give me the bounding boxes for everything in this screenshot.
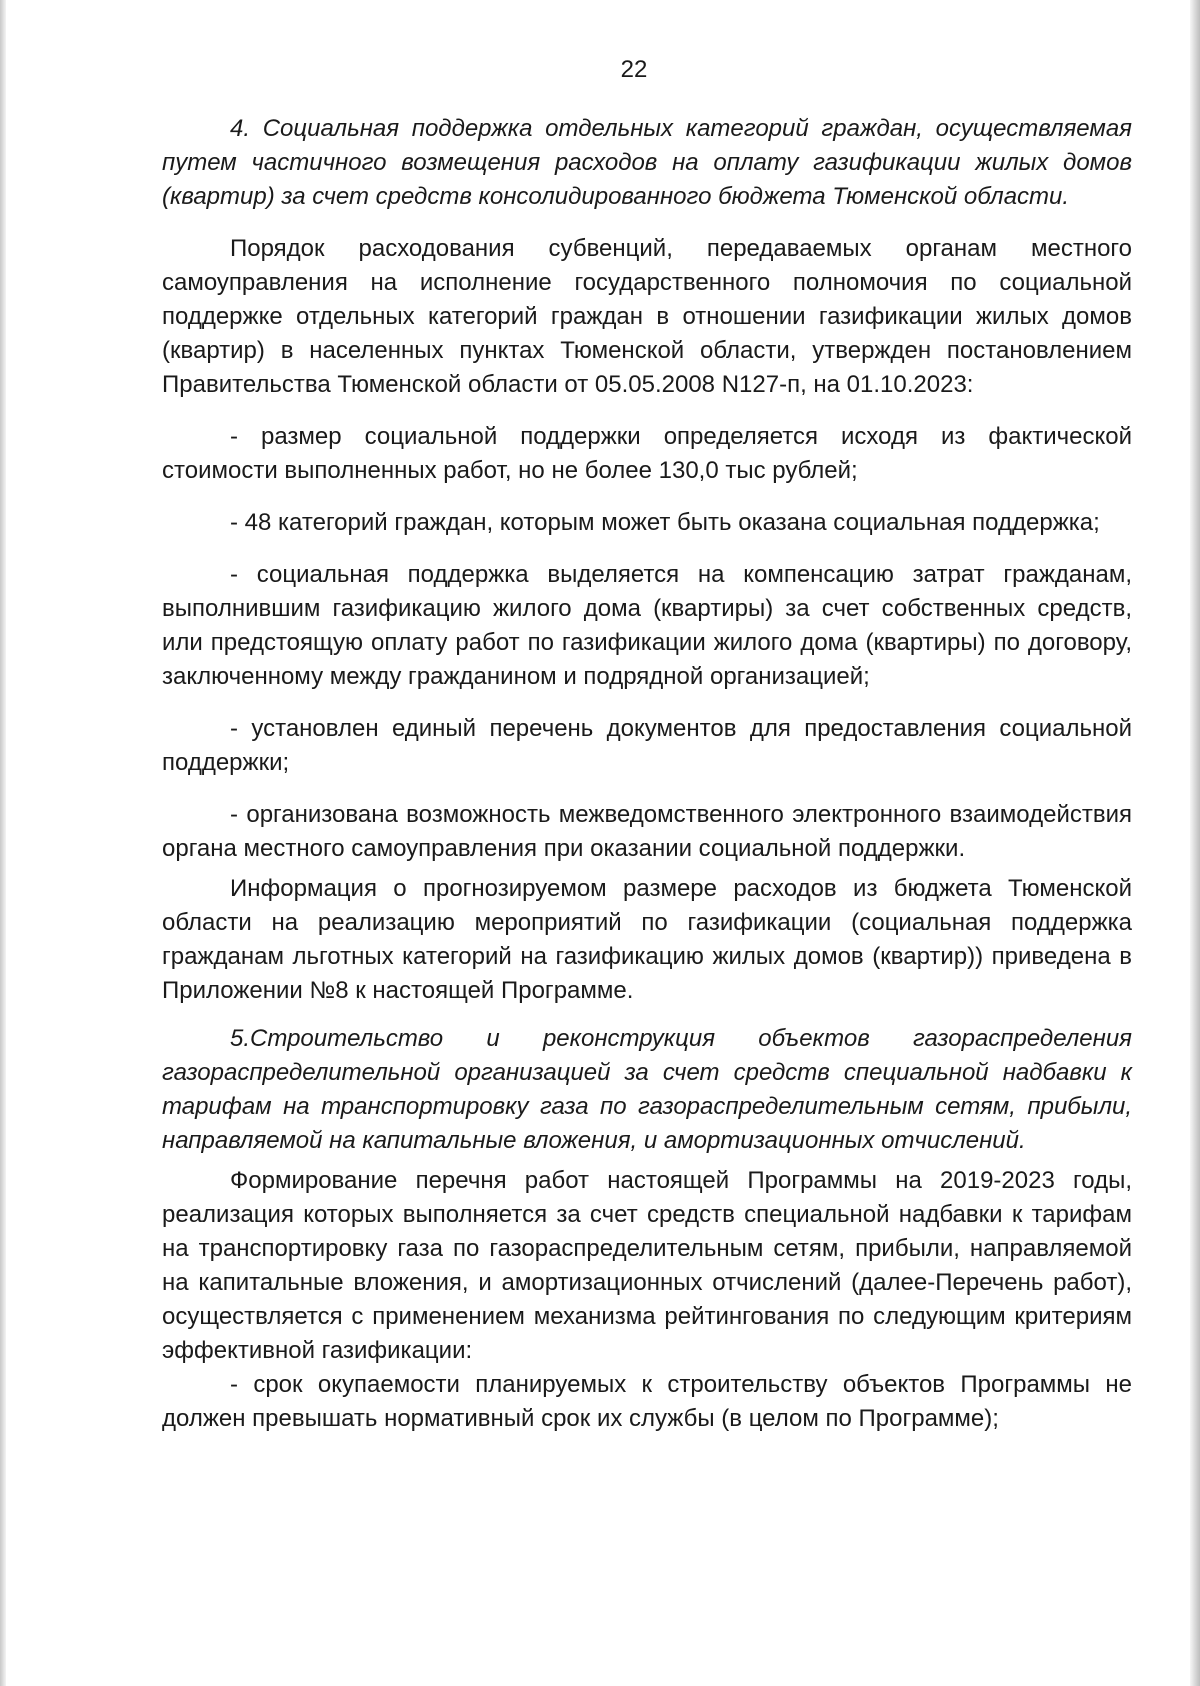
list-item-payback: - срок окупаемости планируемых к строительству объектов Программы не должен превышать нормативный срок их службы (в целом по Программе); (162, 1371, 1132, 1432)
paragraph-information: Информация о прогнозируемом размере расходов из бюджета Тюменской области на реализацию мероприятий по газификации (социальная поддержка гражданам льготных категорий на газификацию жилых домов (квартир)) приведена в Приложении №8 к настоящей Программе. (162, 875, 1132, 1004)
list-item-support-size: - размер социальной поддержки определяется исходя из фактической стоимости выполненных работ, но не более 130,0 тыс рублей; (162, 423, 1132, 484)
document-body (162, 112, 1132, 1436)
section-heading-4: 4. Социальная поддержка отдельных категорий граждан, осуществляемая путем частичного возмещения расходов на оплату газификации жилых домов (квартир) за счет средств консолидированного бюджета Тюменской области. (162, 115, 1132, 210)
paragraph-procedure: Порядок расходования субвенций, передаваемых органам местного самоуправления на исполнение государственного полномочия по социальной поддержке отдельных категорий граждан в отношении газификации жилых домов (квартир) в населенных пунктах Тюменской области, утвержден постановлением Правительства Тюменской области от 05.05.2008 N127-п, на 01.10.2023: (162, 235, 1132, 398)
list-item-compensation: - социальная поддержка выделяется на компенсацию затрат гражданам, выполнившим газификацию жилого дома (квартиры) за счет собственных средств, или предстоящую оплату работ по газификации жилого дома (квартиры) по договору, заключенному между гражданином и подрядной организацией; (162, 561, 1132, 690)
page-number: 22 (620, 56, 648, 83)
list-item-interaction: - организована возможность межведомственного электронного взаимодействия органа местного самоуправления при оказании социальной поддержки. (162, 801, 1132, 862)
paragraph-formation: Формирование перечня работ настоящей Программы на 2019-2023 годы, реализация которых выполняется за счет средств специальной надбавки к тарифам на транспортировку газа по газораспределительным сетям, прибыли, направляемой на капитальные вложения, и амортизационных отчислений (далее-Перечень работ), осуществляется с применением механизма рейтингования по следующим критериям эффективной газификации: (162, 1167, 1132, 1364)
list-item-documents: - установлен единый перечень документов для предоставления социальной поддержки; (162, 715, 1132, 776)
list-item-categories: - 48 категорий граждан, которым может быть оказана социальная поддержка; (230, 509, 1100, 536)
section-heading-5: 5.Строительство и реконструкция объектов газораспределения газораспределительной организацией за счет средств специальной надбавки к тарифам на транспортировку газа по газораспределительным сетям, прибыли, направляемой на капитальные вложения, и амортизационных отчислений. (162, 1025, 1132, 1154)
